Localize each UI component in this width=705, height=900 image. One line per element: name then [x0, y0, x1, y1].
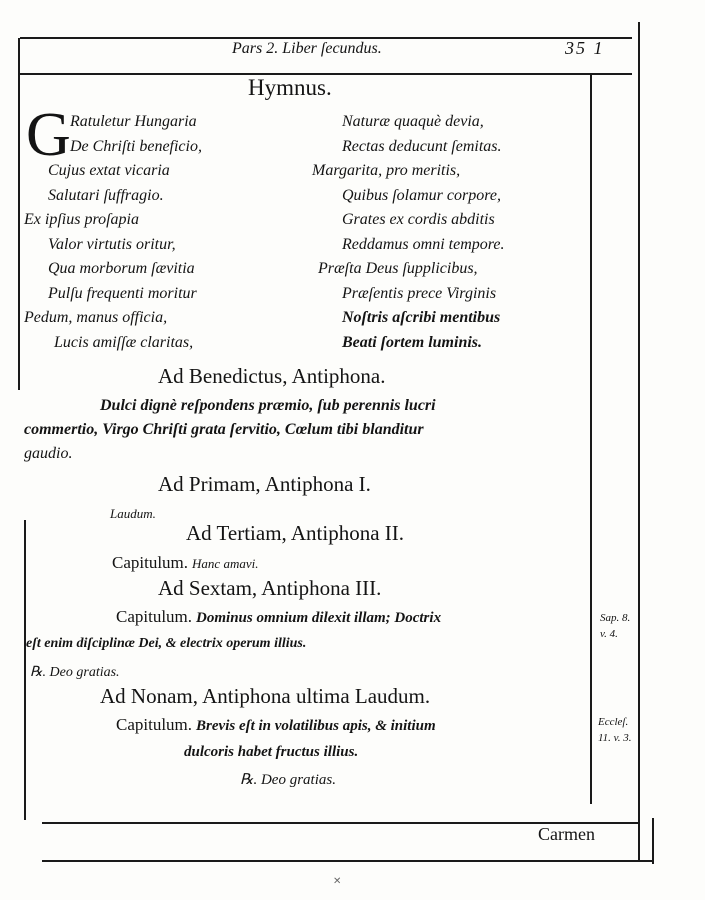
- left-border-rule-lower: [24, 520, 26, 820]
- nonam-capitulum: [116, 714, 436, 738]
- capitulum-text: Brevis eſt in volatilibus apis, & initium: [196, 718, 436, 734]
- verse-line: Præſentis prece Virginis: [342, 284, 497, 302]
- tertiam-capitulum: [112, 553, 258, 573]
- verse-line: Pulſu frequenti moritur: [48, 284, 197, 302]
- benedictus-heading: Ad Benedictus, Antiphona.: [158, 364, 386, 388]
- verse-line: Salutari ſuffragio.: [48, 186, 164, 204]
- footer-bottom-rule: [42, 860, 654, 862]
- capitulum-label: Capitulum.: [116, 715, 193, 734]
- benedictus-antiphon-line: Dulci dignè reſpondens præmio, ſub perennis lucri: [100, 397, 436, 414]
- verse-line: Beati ſortem luminis.: [342, 333, 483, 351]
- margin-note-line: Eccleſ.: [598, 716, 629, 728]
- sextam-heading: Ad Sextam, Antiphona III.: [158, 576, 382, 600]
- margin-note-line: Sap. 8.: [600, 612, 631, 624]
- verse-line: Cujus extat vicaria: [48, 162, 170, 179]
- left-border-rule: [18, 38, 20, 390]
- drop-cap-letter: G: [26, 101, 71, 169]
- verse-line: Naturæ quaquè devia,: [342, 113, 484, 130]
- verse-line: De Chriſti beneficio,: [70, 137, 202, 155]
- hymn-heading: Hymnus.: [248, 75, 332, 100]
- running-title: Pars 2. Liber ſecundus.: [232, 40, 382, 57]
- catchword: Carmen: [538, 824, 595, 844]
- nonam-margin-note: [598, 714, 632, 746]
- verse-line: Pedum, manus officia,: [24, 309, 168, 326]
- verse-line: Noſtris aſcribi mentibus: [342, 309, 501, 326]
- right-border-rule: [638, 22, 640, 862]
- capitulum-text: Hanc amavi.: [192, 556, 259, 571]
- verse-line: Margarita, pro meritis,: [312, 162, 461, 179]
- benedictus-antiphon-line: gaudio.: [24, 445, 73, 462]
- margin-note-line: 11. v. 3.: [598, 732, 632, 744]
- printer-mark: ✕: [333, 876, 342, 887]
- verse-line: Qua morborum ſævitia: [48, 260, 195, 277]
- capitulum-label: Capitulum.: [112, 553, 189, 572]
- footer-right-rule: [652, 818, 654, 864]
- verse-line: Lucis amiſſæ claritas,: [54, 333, 194, 351]
- verse-line: Ratuletur Hungaria: [70, 113, 197, 130]
- primam-heading: Ad Primam, Antiphona I.: [158, 472, 371, 496]
- benedictus-antiphon-line: commertio, Virgo Chriſti grata ſervitio, Cœlum tibi blanditur: [24, 421, 424, 438]
- header-top-rule: [20, 37, 632, 39]
- capitulum-label: Capitulum.: [116, 607, 193, 626]
- nonam-response: ℞. Deo gratias.: [240, 772, 336, 788]
- tertiam-heading: Ad Tertiam, Antiphona II.: [186, 521, 405, 545]
- verse-line: Præſta Deus ſupplicibus,: [318, 260, 478, 277]
- sextam-response: ℞. Deo gratias.: [30, 665, 120, 680]
- margin-column-rule: [590, 74, 592, 804]
- verse-line: Ex ipſius proſapia: [24, 211, 139, 228]
- verse-line: Valor virtutis oritur,: [48, 235, 176, 253]
- margin-note-line: v. 4.: [600, 628, 618, 640]
- capitulum-text: Dominus omnium dilexit illam; Doctrix: [196, 610, 442, 626]
- nonam-heading: Ad Nonam, Antiphona ultima Laudum.: [100, 684, 431, 708]
- nonam-capitulum-line2: dulcoris habet fructus illius.: [184, 744, 359, 760]
- sextam-margin-note: [600, 610, 630, 642]
- sextam-capitulum: [116, 606, 441, 630]
- verse-line: Rectas deducunt ſemitas.: [342, 137, 502, 155]
- verse-line: Grates ex cordis abditis: [342, 211, 495, 228]
- page-number: 35 1: [565, 38, 605, 58]
- verse-line: Quibus ſolamur corpore,: [342, 186, 501, 204]
- hymn-right-column: [312, 110, 505, 355]
- verse-line: Reddamus omni tempore.: [342, 235, 505, 253]
- hymn-left-column: [24, 110, 202, 355]
- sextam-capitulum-line2: eſt enim diſciplinæ Dei, & electrix operum illius.: [26, 636, 307, 651]
- primam-note: Laudum.: [110, 506, 156, 521]
